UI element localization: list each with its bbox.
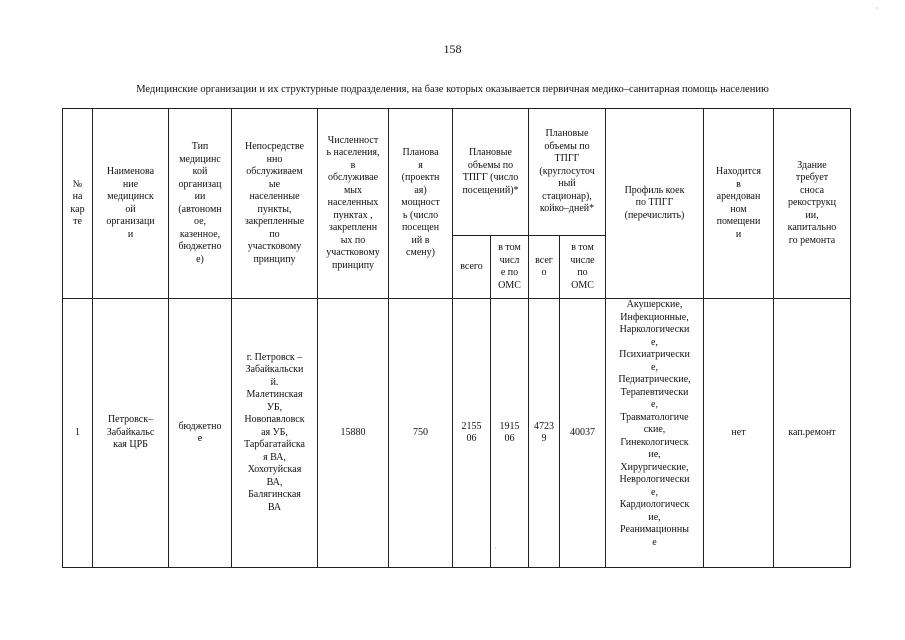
cell-rented: нет <box>704 299 774 568</box>
cell-inpatient-total: 4723 9 <box>529 299 560 568</box>
header-num: № на кар те <box>63 109 93 299</box>
header-rented: Находится в арендован ном помещени и <box>704 109 774 299</box>
cell-visits-total: 2155 06 <box>453 299 491 568</box>
subheader-inpatient-oms: в том числе по ОМС <box>560 236 606 299</box>
cell-type: бюджетно е <box>169 299 232 568</box>
scan-speck: · <box>494 544 497 553</box>
cell-inpatient-oms: 40037 <box>560 299 606 568</box>
subheader-inpatient-total: всег о <box>529 236 560 299</box>
medical-organizations-table <box>62 108 851 568</box>
cell-visits-oms: 1915 06 <box>491 299 529 568</box>
header-row <box>63 109 851 236</box>
header-type: Тип медицинс кой организац ии (автономн ое, казенное, бюджетно е) <box>169 109 232 299</box>
table-row <box>63 299 851 568</box>
cell-bed-profile: Акушерские, Инфекционные, Наркологически е, Психиатрически е, Педиатрические, Терапевтически е, Травматологиче ские, Гинекологическ ие, Хирургические, Неврологически е, Кардиологическ ие, Реанимационны е <box>606 299 704 568</box>
header-population: Численност ь населения, в обслуживае мых населенных пунктах , закрепленн ых по участковому принципу <box>318 109 389 299</box>
scan-mark: · <box>876 4 879 13</box>
header-bed-profile: Профиль коек по ТПГГ (перечислить) <box>606 109 704 299</box>
header-planned-visits: Плановые объемы по ТПГГ (число посещений)* <box>453 109 529 236</box>
subheader-visits-total: всего <box>453 236 491 299</box>
cell-capacity: 750 <box>389 299 453 568</box>
header-name: Наименова ние медицинск ой организаци и <box>93 109 169 299</box>
document-title: Медицинские организации и их структурные подразделения, на базе которых оказывается первичная медико–санитарная помощь населению <box>136 84 769 95</box>
cell-num: 1 <box>63 299 93 568</box>
header-capacity: Планова я (проектн ая) мощност ь (число посещен ий в смену) <box>389 109 453 299</box>
header-repair: Здание требует сноса рекострукц ии, капитально го ремонта <box>774 109 851 299</box>
page-number: 158 <box>443 42 462 56</box>
cell-repair: кап.ремонт <box>774 299 851 568</box>
header-served-settlements: Непосредстве нно обслуживаем ые населенные пункты, закрепленные по участковому принципу <box>232 109 318 299</box>
header-planned-inpatient: Плановые объемы по ТПГГ (круглосуточ ный стационар), койко–дней* <box>529 109 606 236</box>
subheader-visits-oms: в том числ е по ОМС <box>491 236 529 299</box>
cell-population: 15880 <box>318 299 389 568</box>
cell-name: Петровск– Забайкальс кая ЦРБ <box>93 299 169 568</box>
cell-served-settlements: г. Петровск – Забайкальски й. Малетинская УБ, Новопавловск ая УБ, Тарбагатайска я ВА, Хохотуйская ВА, Балягинская ВА <box>232 299 318 568</box>
